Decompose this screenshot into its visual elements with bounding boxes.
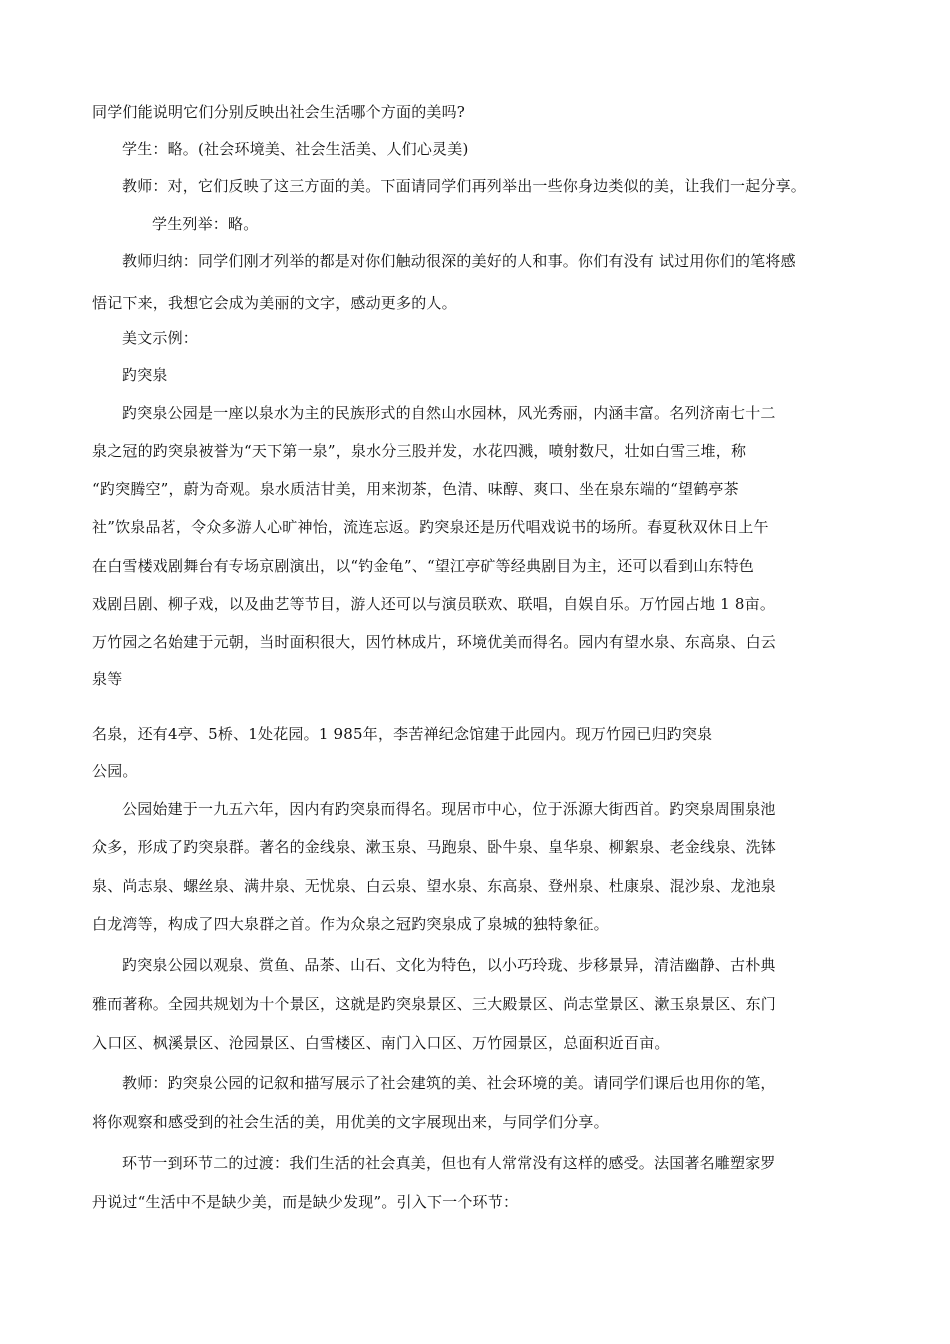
text-line: 公园。 [92, 762, 138, 780]
text-line: 雅而著称。全园共规划为十个景区，这就是趵突泉景区、三大殿景区、尚志堂景区、漱玉泉景区、东门 [92, 995, 777, 1013]
text-line: 丹说过“生活中不是缺少美，而是缺少发现”。引入下一个环节： [92, 1193, 519, 1211]
text-line: 趵突泉公园是一座以泉水为主的民族形式的自然山水园林，风光秀丽，内涵丰富。名列济南七十二 [122, 404, 776, 422]
text-line: 教师：对，它们反映了这三方面的美。下面请同学们再列举出一些你身边类似的美，让我们一起分享。 [122, 177, 807, 195]
text-line: 趵突泉公园以观泉、赏鱼、品茶、山石、文化为特色，以小巧玲珑、步移景异，清洁幽静、古朴典 [122, 956, 776, 974]
text-line: 公园始建于一九五六年，因内有趵突泉而得名。现居市中心，位于泺源大街西首。趵突泉周围泉池 [122, 800, 776, 818]
text-line: 同学们能说明它们分别反映出社会生活哪个方面的美吗? [92, 103, 466, 121]
text-line: 泉等 [92, 670, 123, 688]
text-line: 悟记下来，我想它会成为美丽的文字，感动更多的人。 [92, 294, 457, 312]
text-line: “趵突腾空”，蔚为奇观。泉水质洁甘美，用来沏茶，色清、味醇、爽口、坐在泉东端的“望鹤亭茶 [92, 480, 739, 498]
text-line: 美文示例： [122, 329, 199, 347]
text-line: 社”饮泉品茗，令众多游人心旷神怡，流连忘返。趵突泉还是历代唱戏说书的场所。春夏秋双休日上午 [92, 518, 769, 536]
text-line: 学生列举：略。 [152, 215, 259, 233]
text-line: 泉、尚志泉、螺丝泉、满井泉、无忧泉、白云泉、望水泉、东高泉、登州泉、杜康泉、混沙泉、龙池泉 [92, 877, 777, 895]
text-line: 将你观察和感受到的社会生活的美，用优美的文字展现出来，与同学们分享。 [92, 1113, 609, 1131]
text-line: 学生：略。(社会环境美、社会生活美、人们心灵美) [122, 140, 469, 158]
text-line: 教师：趵突泉公园的记叙和描写展示了社会建筑的美、社会环境的美。请同学们课后也用你的笔， [122, 1074, 776, 1092]
text-line: 环节一到环节二的过渡：我们生活的社会真美，但也有人常常没有这样的感受。法国著名雕塑家罗 [122, 1154, 776, 1172]
document-heading: 趵突泉 [122, 366, 168, 384]
text-line: 教师归纳：同学们刚才列举的都是对你们触动很深的美好的人和事。你们有没有 试过用你们的笔将感 [122, 252, 796, 270]
text-line: 在白雪楼戏剧舞台有专场京剧演出，以“钓金龟”、“望江亭矿等经典剧目为主，还可以看到山东特色 [92, 557, 755, 575]
text-line: 万竹园之名始建于元朝，当时面积很大，因竹林成片，环境优美而得名。园内有望水泉、东高泉、白云 [92, 633, 777, 651]
text-line: 白龙湾等，构成了四大泉群之首。作为众泉之冠趵突泉成了泉城的独特象征。 [92, 915, 609, 933]
text-line: 戏剧吕剧、柳子戏，以及曲艺等节目，游人还可以与演员联欢、联唱，自娱自乐。万竹园占地 1 8亩。 [92, 595, 776, 613]
text-line: 入口区、枫溪景区、沧园景区、白雪楼区、南门入口区、万竹园景区，总面积近百亩。 [92, 1034, 670, 1052]
text-line: 名泉，还有4亭、5桥、1处花园。1 985年，李苦禅纪念馆建于此园内。现万竹园已归趵突泉 [92, 725, 713, 743]
text-line: 众多，形成了趵突泉群。著名的金线泉、漱玉泉、马跑泉、卧牛泉、皇华泉、柳絮泉、老金线泉、洗钵 [92, 838, 777, 856]
text-line: 泉之冠的趵突泉被誉为“天下第一泉”，泉水分三股并发，水花四溅，喷射数尺，壮如白雪三堆，称 [92, 442, 747, 460]
